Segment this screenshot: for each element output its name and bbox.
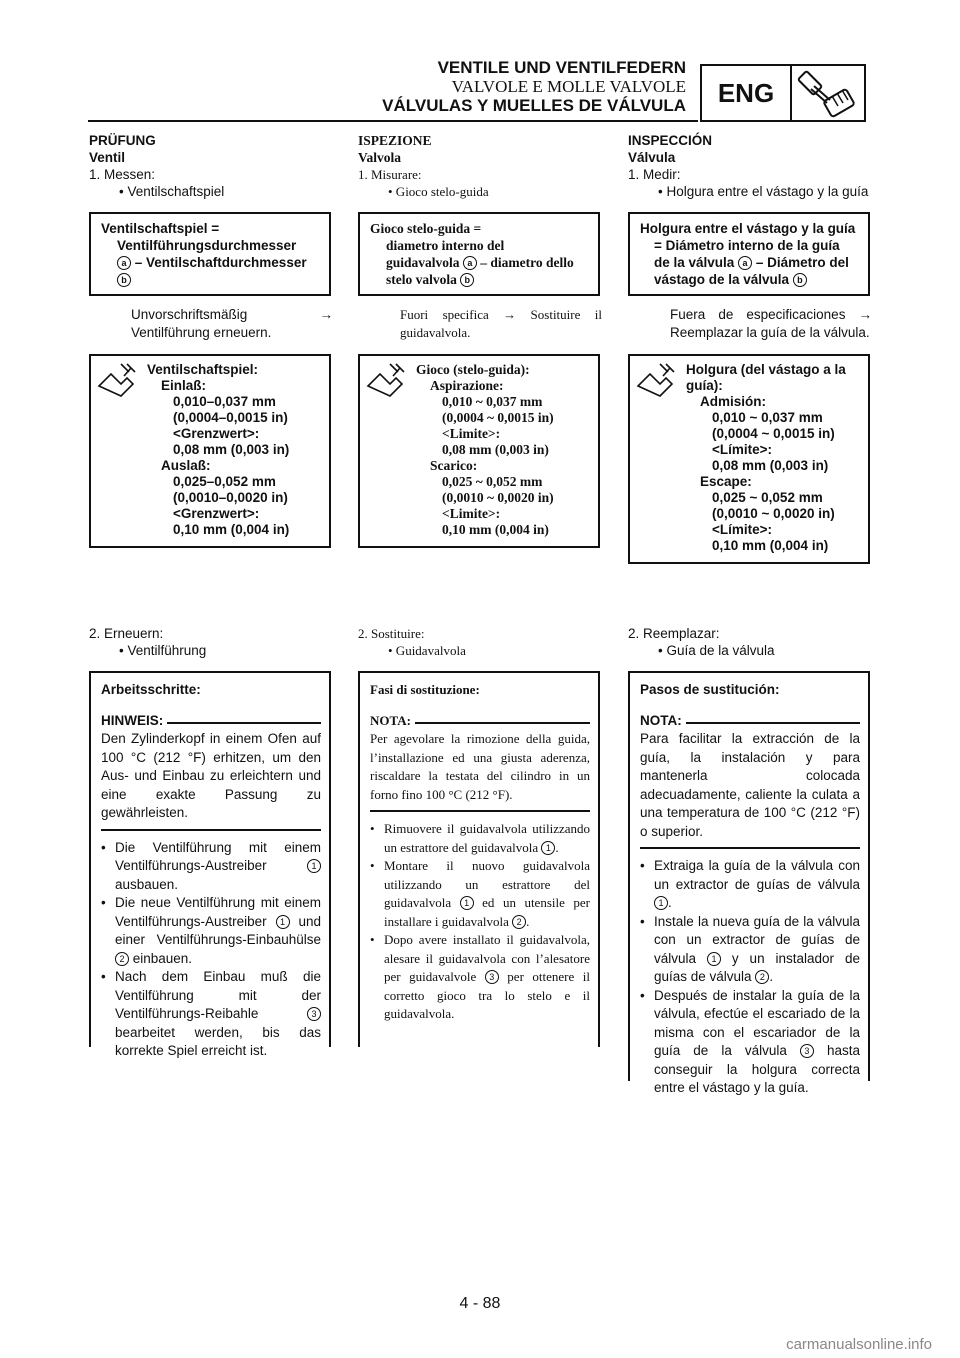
procedure-step-3: • Dopo avere installato il guidavalvola, alesare il guidavalvola con l’alesatore per guidavalvole 3 per ottenere il corretto gioco tra lo stelo e il guidavalvola. [370, 931, 590, 1024]
note-heading: NOTA: [370, 712, 590, 731]
procedure-step-1: • Rimuovere il guidavalvola utilizzando un estrattore del guidavalvola 1 . [370, 820, 590, 857]
formula-box: Gioco stelo-guida = diametro interno del guidavalvola a – diametro dello stelo valvola b [358, 212, 600, 296]
procedure-step-1: • Extraiga la guía de la válvula con un extractor de guías de válvula 1 . [640, 857, 860, 913]
column-german [89, 132, 333, 548]
step-1: 1. Messen: [89, 167, 156, 182]
procedure-title: Fasi di sostituzione: [370, 682, 480, 697]
note-text: Den Zylinderkopf in einem Ofen auf 100 °C (212 °F) erhitzen, um den Aus- und Einbau zu erleichtern und eine exakte Passung zu gewährleisten. [101, 730, 321, 831]
es-step-2 [628, 625, 872, 1095]
procedure-box [628, 671, 870, 1095]
service-limit-icon [366, 362, 406, 402]
procedure-step-3: • Nach dem Einbau muß die Ventilführung mit der Ventilführungs-Reibahle 3 bearbeitet werden, bis das korrekte Spiel erreicht ist. [101, 968, 321, 1061]
column-italian [358, 132, 602, 548]
note-heading: HINWEIS: [101, 712, 321, 731]
de-step-2 [89, 625, 333, 1058]
ref-a: a [738, 256, 752, 270]
section-title: ISPEZIONE [358, 133, 432, 148]
step-2-item: • Ventilführung [119, 643, 207, 658]
it-step-2 [358, 625, 602, 1047]
step-1: 1. Misurare: [358, 167, 422, 182]
ref-a: a [117, 256, 131, 270]
spec-box: Ventilschaftspiel: Einlaß: 0,010–0,037 mm (0,0004–0,0015 in) <Grenzwert>: 0,08 mm (0,003 in) Auslaß: 0,025–0,052 mm (0,0010–0,0020 in) <Grenzwert>: 0,10 mm (0,004 in) [89, 354, 331, 548]
badge-label: ENG [702, 66, 792, 120]
subsection-title: Ventil [89, 150, 126, 165]
spec-box: Gioco (stelo-guida): Aspirazione: 0,010 ~ 0,037 mm (0,0004 ~ 0,0015 in) <Limite>: 0,08 mm (0,003 in) Scarico: 0,025 ~ 0,052 mm (0,0010 ~ 0,0020 in) <Limite>: 0,10 mm (0,004 in) [358, 354, 600, 548]
engine-wrench-icon [792, 66, 864, 120]
page-header [382, 58, 686, 115]
step-1-item: • Ventilschaftspiel [119, 184, 225, 199]
ref-b: b [460, 273, 474, 287]
out-of-spec-text: Unvorschriftsmäßig → Ventilführung erneuern. [131, 307, 333, 340]
note-text: Per agevolare la rimozione della guida, l’installazione ed una giusta aderenza, riscaldare la testata del cilindro in un forno fino 100 °C (212 °F). [370, 730, 590, 812]
header-title-es: VÁLVULAS Y MUELLES DE VÁLVULA [382, 96, 686, 115]
ref-a: a [463, 256, 477, 270]
ref-b: b [117, 273, 131, 287]
section-title: PRÜFUNG [89, 133, 156, 148]
procedure-step-2: • Instale la nueva guía de la válvula con un extractor de guías de válvula 1 y un instalador de guías de válvula 2 . [640, 913, 860, 987]
step-2-item: • Guidavalvola [388, 643, 466, 658]
procedure-title: Pasos de sustitución: [640, 682, 780, 697]
section-title: INSPECCIÓN [628, 133, 713, 148]
step-1: 1. Medir: [628, 167, 681, 182]
watermark: carmanualsonline.info [786, 1336, 932, 1353]
step-2: 2. Sostituire: [358, 626, 425, 641]
formula-box: Ventilschaftspiel = Ventilführungsdurchmesser a – Ventilschaftdurchmesser b [89, 212, 331, 296]
procedure-step-3: • Después de instalar la guía de la válvula, efectúe el escariado de la misma con el escariador de la guía de la válvula 3 hasta conseguir la holgura correcta entre el vástago y la guía. [640, 987, 860, 1098]
subsection-title: Valvola [358, 150, 402, 165]
note-text: Para facilitar la extracción de la guía, la instalación y para mantenerla colocada adecuadamente, caliente la culata a una temperatura de 100 °C (212 °F) o superior. [640, 730, 860, 849]
page-number: 4 - 88 [459, 1295, 501, 1312]
procedure-step-2: • Die neue Ventilführung mit einem Ventilführungs-Austreiber 1 und einer Ventilführungs-Einbauhülse 2 einbauen. [101, 894, 321, 968]
header-title-de: VENTILE UND VENTILFEDERN [437, 58, 686, 77]
section-badge [700, 64, 866, 122]
formula-box: Holgura entre el vástago y la guía = Diámetro interno de la guía de la válvula a – Diámetro del vástago de la válvula b [628, 212, 870, 296]
column-spanish [628, 132, 872, 564]
step-2-item: • Guía de la válvula [658, 643, 775, 658]
step-1-item: • Holgura entre el vástago y la guía [658, 184, 869, 199]
procedure-step-1: • Die Ventilführung mit einem Ventilführungs-Austreiber 1 ausbauen. [101, 839, 321, 895]
step-1-item: • Gioco stelo-guida [388, 184, 489, 199]
procedure-box [89, 671, 331, 1058]
procedure-title: Arbeitsschritte: [101, 682, 201, 697]
header-title-it: VALVOLE E MOLLE VALVOLE [451, 77, 686, 96]
step-2: 2. Reemplazar: [628, 626, 720, 641]
ref-b: b [793, 273, 807, 287]
note-heading: NOTA: [640, 712, 860, 731]
procedure-step-2: • Montare il nuovo guidavalvola utilizzando un estrattore del guidavalvola 1 ed un utensile per installare i guidavalvola 2 . [370, 857, 590, 931]
out-of-spec-text: Fuera de especificaciones → Reemplazar la guía de la válvula. [670, 307, 872, 340]
subsection-title: Válvula [628, 150, 676, 165]
service-limit-icon [636, 362, 676, 402]
header-rule [88, 120, 698, 122]
procedure-box [358, 671, 600, 1047]
service-limit-icon [97, 362, 137, 402]
spec-box: Holgura (del vástago a la guía): Admisión: 0,010 ~ 0,037 mm (0,0004 ~ 0,0015 in) <Límite>: 0,08 mm (0,003 in) Escape: 0,025 ~ 0,052 mm (0,0010 ~ 0,0020 in) <Límite>: 0,10 mm (0,004 in) [628, 354, 870, 564]
step-2: 2. Erneuern: [89, 626, 164, 641]
out-of-spec-text: Fuori specifica → Sostituire il guidavalvola. [400, 307, 602, 340]
